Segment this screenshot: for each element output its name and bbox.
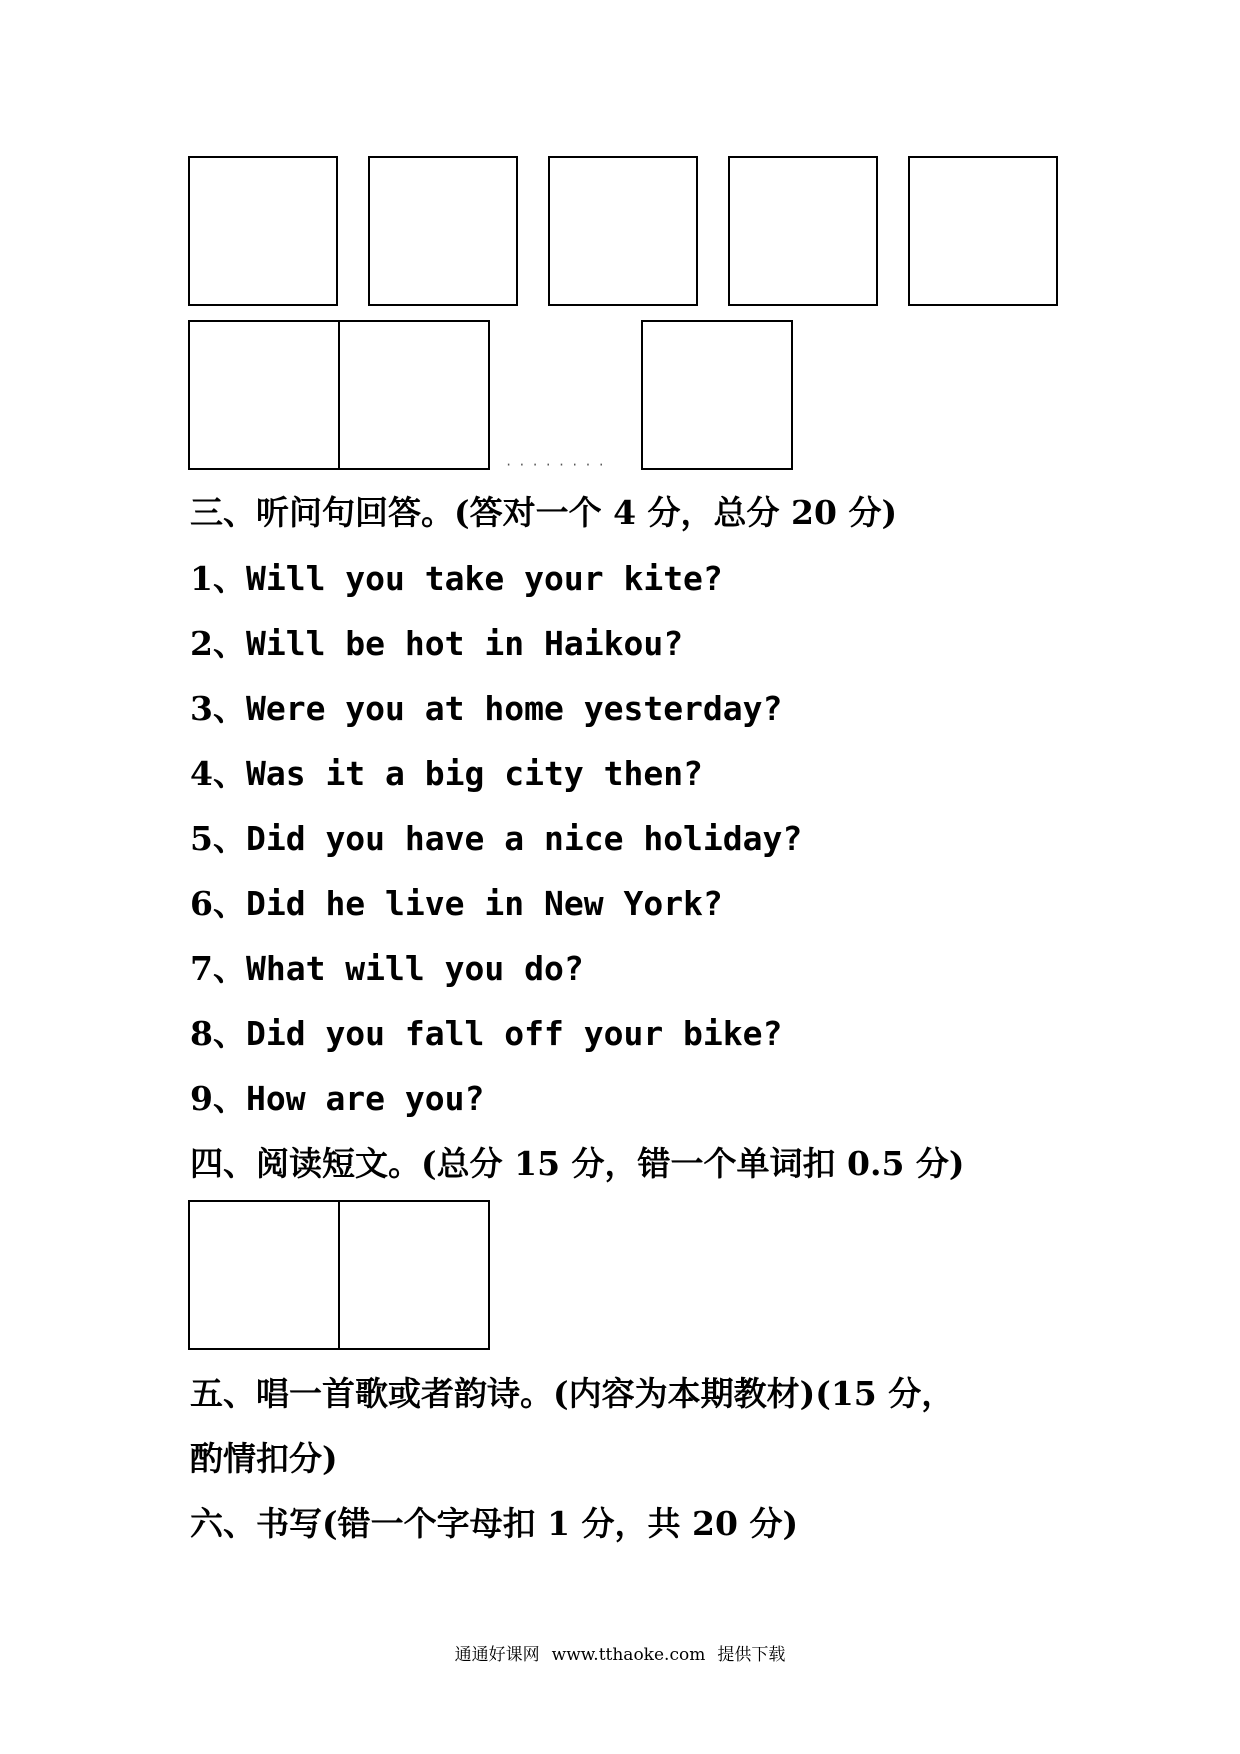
question-6 [190,884,723,923]
section-5-title-line-2: 酌情扣分) [190,1439,338,1478]
question-number: 7、 [190,949,246,988]
question-1 [190,559,723,598]
page-footer [0,1640,1240,1665]
question-9 [190,1079,485,1118]
question-text: Will be hot in Haikou? [245,624,684,663]
question-8 [190,1014,783,1053]
picture-box-1 [188,156,338,306]
picture-box-7 [338,320,490,470]
question-5 [190,819,803,858]
section-4-title: 四、阅读短文。(总分 15 分，错一个单词扣 0.5 分) [190,1144,965,1183]
picture-box-8 [641,320,793,470]
question-text: Will you take your kite? [245,559,723,598]
question-number: 2、 [190,624,246,663]
footer-note: 提供下载 [717,1645,786,1665]
question-3 [190,689,783,728]
question-number: 6、 [190,884,246,923]
picture-box-3 [548,156,698,306]
question-4 [190,754,703,793]
question-text: Were you at home yesterday? [245,689,783,728]
question-text: Did you have a nice holiday? [245,819,803,858]
section-3-title: 三、听问句回答。(答对一个 4 分，总分 20 分) [190,493,898,532]
question-2 [190,624,684,663]
dotted-separator: ········ [505,458,611,472]
question-text: Did he live in New York? [245,884,723,923]
picture-box-10 [338,1200,490,1350]
question-number: 4、 [190,754,246,793]
section-6-title: 六、书写(错一个字母扣 1 分，共 20 分) [190,1504,799,1543]
question-text: Was it a big city then? [245,754,703,793]
picture-box-9 [188,1200,340,1350]
section-5-title-line-1: 五、唱一首歌或者韵诗。(内容为本期教材)(15 分， [190,1374,955,1413]
question-7 [190,949,584,988]
question-number: 1、 [190,559,246,598]
question-text: Did you fall off your bike? [245,1014,783,1053]
picture-box-6 [188,320,340,470]
question-text: What will you do? [245,949,584,988]
picture-box-5 [908,156,1058,306]
question-text: How are you? [245,1079,485,1118]
question-number: 3、 [190,689,246,728]
picture-box-2 [368,156,518,306]
question-number: 9、 [190,1079,246,1118]
footer-url: www.tthaoke.com [551,1645,706,1665]
question-number: 8、 [190,1014,246,1053]
footer-site-name: 通通好课网 [454,1645,540,1665]
question-number: 5、 [190,819,246,858]
picture-box-4 [728,156,878,306]
